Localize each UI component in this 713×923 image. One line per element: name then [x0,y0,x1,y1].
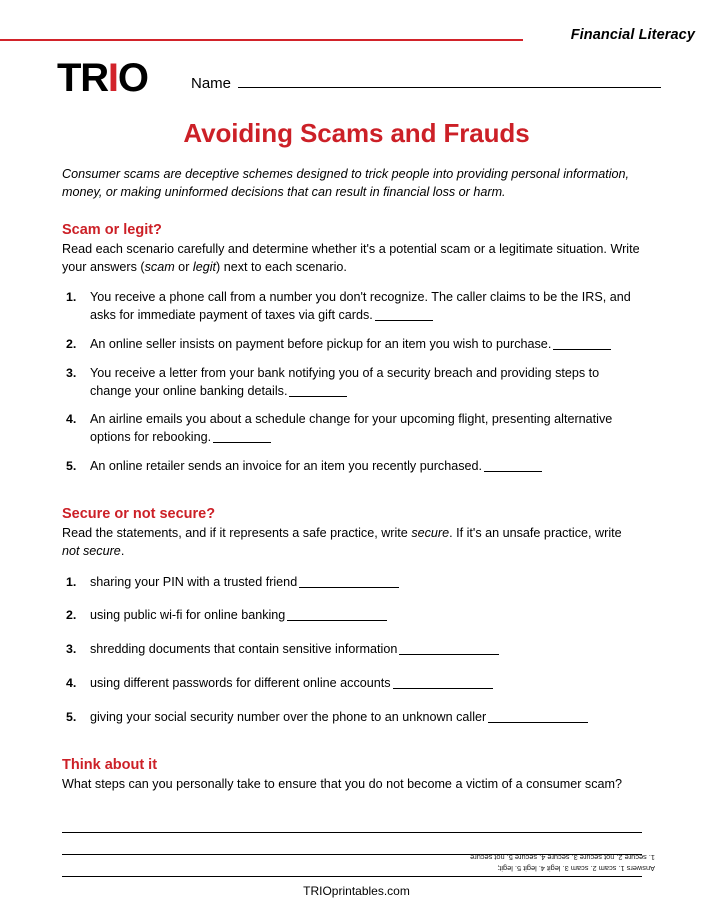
header-red-rule [0,39,523,41]
section-heading-1: Scam or legit? [62,221,162,238]
section-secure-or-not [62,506,642,727]
section-instructions-2 [62,524,642,561]
item-text: An airline emails you about a schedule change for your upcoming flight, presenting alternative options for rebooking. [90,412,613,445]
answer-blank[interactable] [553,349,611,350]
item-number: 5. [66,459,77,474]
statement-list [62,574,642,727]
item-number: 2. [66,608,77,623]
list-item [62,675,642,693]
item-number: 1. [66,290,77,304]
list-item [62,365,642,401]
item-text: You receive a letter from your bank notifying you of a security breach and providing steps to change your online banking details. [90,365,600,398]
list-item [62,336,642,354]
page-header [0,27,713,50]
answer-blank[interactable] [289,396,347,397]
item-text: using different passwords for different online accounts [90,676,391,691]
list-item [62,411,642,447]
item-number: 2. [66,336,77,351]
answer-blank[interactable] [484,471,542,472]
list-item [62,574,642,592]
instructions-end: . [120,544,125,559]
intro-paragraph: Consumer scams are deceptive schemes designed to trick people into providing personal information, money, or making uninformed decisions that can result in financial loss or harm. [62,167,630,200]
worksheet-content [62,165,642,877]
answer-blank[interactable] [213,442,271,443]
answer-key-line-1: Answers 1. scam 2. scam 3. legit 4. legit 5. legit; [497,864,655,874]
answer-blank[interactable] [299,587,399,588]
logo-text-tr: TR [57,56,108,100]
page-title: Avoiding Scams and Frauds [183,118,530,148]
list-item [62,607,642,625]
item-text: An online retailer sends an invoice for an item you recently purchased. [90,459,483,474]
logo-text-i: I [107,56,118,100]
name-input-line[interactable] [238,74,661,88]
name-label: Name [191,75,232,92]
answer-blank[interactable] [393,688,493,689]
item-number: 3. [66,642,77,657]
item-text: using public wi-fi for online banking [90,608,286,623]
name-field[interactable] [191,74,661,92]
footer-site: TRIOprintables.com [303,884,410,898]
answer-blank[interactable] [287,620,387,621]
list-item [62,458,642,476]
section-heading-3: Think about it [62,756,158,773]
instructions-pre: Read the statements, and if it represents a safe practice, write [62,526,412,540]
item-number: 4. [66,412,77,427]
item-text: An online seller insists on payment before pickup for an item you wish to purchase. [90,336,552,351]
answer-blank[interactable] [399,654,499,655]
answer-key-line-2: 1. secure 2. not secure 3. secure 4. secure 5. not secure [470,853,655,863]
list-item [62,289,642,325]
subject-label: Financial Literacy [570,27,695,43]
item-text: sharing your PIN with a trusted friend [90,574,298,589]
instructions-em-scam: scam [144,259,175,274]
logo-text-o: O [117,56,148,100]
instructions-em-secure: secure [411,526,450,540]
scenario-list [62,289,642,476]
instructions-em-legit: legit [192,259,216,274]
instructions-em-not-secure: not secure [62,544,121,559]
instructions-mid: or [174,259,193,274]
section-heading-2: Secure or not secure? [62,506,216,522]
item-text: You receive a phone call from a number you don't recognize. The caller claims to be the IRS, and asks for immediate payment of taxes via gift cards. [90,290,631,322]
instructions-line-1: Read each scenario carefully and determine whether it's a potential scam or a legitimate situation. [62,241,607,256]
list-item [62,709,642,727]
instructions-pre: Write your answers ( [62,241,640,274]
response-line[interactable] [62,811,642,833]
item-number: 3. [66,365,77,380]
answer-key [415,852,655,873]
footer [0,884,713,898]
item-text: giving your social security number over the phone to an unknown caller [90,710,487,724]
think-prompt: What steps can you personally take to ensure that you do not become a victim of a consumer scam? [62,776,623,791]
item-number: 4. [66,676,77,691]
list-item [62,641,642,659]
answer-blank[interactable] [375,320,433,321]
item-text: shredding documents that contain sensitive information [90,642,398,657]
item-number: 5. [66,710,77,724]
answer-blank[interactable] [488,722,588,723]
instructions-post: ) next to each scenario. [216,259,347,274]
instructions-post: . If it's an unsafe practice, write [449,526,622,540]
section-instructions-1 [62,240,642,277]
trio-logo [57,58,148,98]
item-number: 1. [66,574,77,589]
section-scam-or-legit [62,222,642,477]
